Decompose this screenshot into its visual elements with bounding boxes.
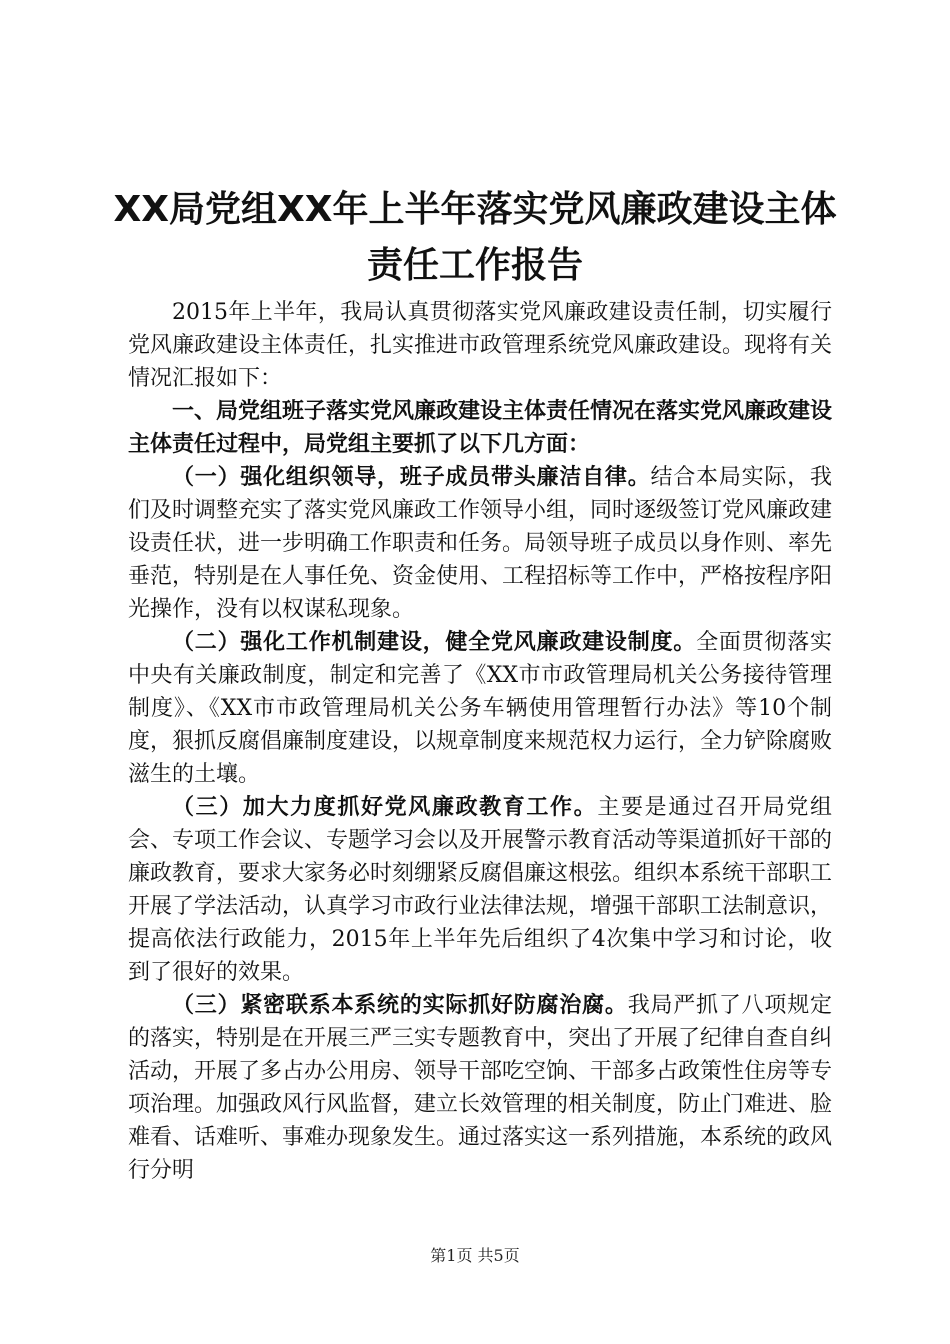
paragraph-text: 我局严抓了八项规定的落实，特别是在开展三严三实专题教育中，突出了开展了纪律自查自纠活动，开展了多占办公用房、领导干部吃空饷、干部多占政策性住房等专项治理。加强政风行风监督，建立长效管理的相关制度，防止门难进、脸难看、话难听、事难办现象发生。通过落实这一系列措施，本系统的政风行分明 [128,993,833,1183]
section-paragraph-2 [128,626,832,791]
section-paragraph-1 [128,461,832,626]
section-heading-1 [128,395,832,461]
paragraph-text: 主要是通过召开局党组会、专项工作会议、专题学习会以及开展警示教育活动等渠道抓好干部的廉政教育，要求大家务必时刻绷紧反腐倡廉这根弦。组织本系统干部职工开展了学法活动，认真学习市政行业法律法规，增强干部职工法制意识，提高依法行政能力，2015年上半年先后组织了4次集中学习和讨论，收到了很好的效果。 [128,795,833,985]
paragraph-lead: （一）强化组织领导，班子成员带头廉洁自律。 [172,465,651,490]
document-body [128,296,832,1187]
paragraph-lead: （三）紧密联系本系统的实际抓好防腐治腐。 [172,993,628,1018]
page-number-footer: 第1页 共5页 [430,1246,520,1265]
paragraph-text: 结合本局实际，我们及时调整充实了落实党风廉政工作领导小组，同时逐级签订党风廉政建设责任状，进一步明确工作职责和任务。局领导班子成员以身作则、率先垂范，特别是在人事任免、资金使用、工程招标等工作中，严格按程序阳光操作，没有以权谋私现象。 [128,465,833,622]
section-paragraph-4 [128,989,832,1187]
document-title-line-1: XX局党组XX年上半年落实党风廉政建设主体 [113,189,837,230]
intro-paragraph [128,296,832,395]
paragraph-lead: （二）强化工作机制建设，健全党风廉政建设制度。 [172,630,697,655]
section-paragraph-3 [128,791,832,989]
paragraph-text: 2015年上半年，我局认真贯彻落实党风廉政建设责任制，切实履行党风廉政建设主体责任，扎实推进市政管理系统党风廉政建设。现将有关情况汇报如下： [128,300,833,391]
paragraph-lead: （三）加大力度抓好党风廉政教育工作。 [172,795,598,820]
heading-text: 一、局党组班子落实党风廉政建设主体责任情况在落实党风廉政建设主体责任过程中，局党组主要抓了以下几方面： [128,399,833,457]
document-title-line-2: 责任工作报告 [366,245,583,286]
paragraph-text: 全面贯彻落实中央有关廉政制度，制定和完善了《XX市市政管理局机关公务接待管理制度》、《XX市市政管理局机关公务车辆使用管理暂行办法》等10个制度，狠抓反腐倡廉制度建设，以规章制度来规范权力运行，全力铲除腐败滋生的土壤。 [128,630,833,787]
